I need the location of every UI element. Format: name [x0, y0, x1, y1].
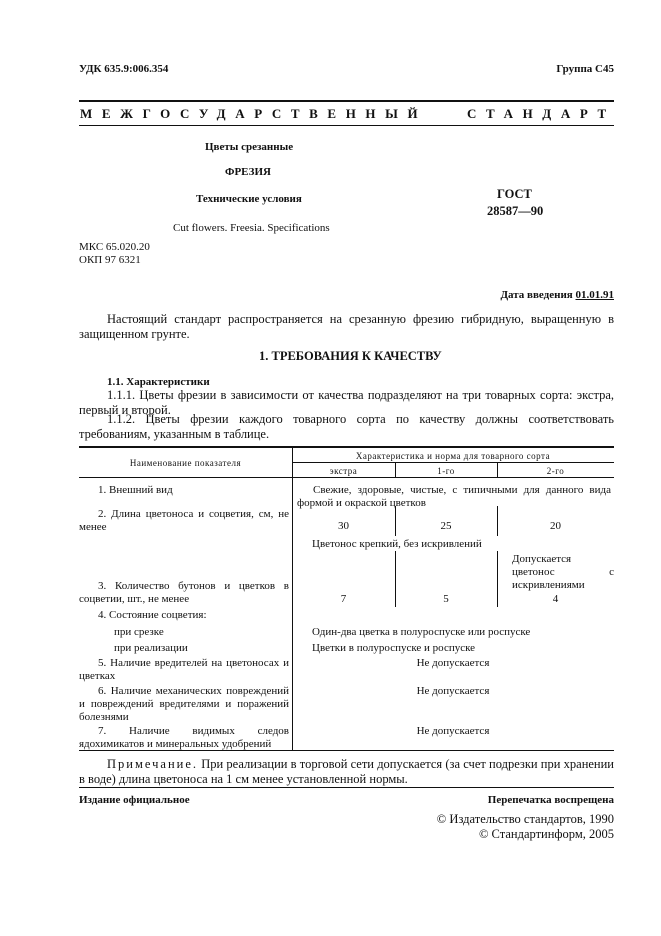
intro-text: Настоящий стандарт распространяется на срезанную фрезию гибридную, выращенную в защищенном грунте.: [79, 312, 614, 341]
official-edition: Издание официальное: [79, 794, 190, 806]
row-4b-value: Цветки в полуроспуске и роспуске: [312, 642, 476, 654]
row-2-name: 2. Длина цветоноса и соцветия, см, не менее: [79, 508, 289, 533]
mks-code: МКС 65.020.20: [79, 241, 150, 253]
note-label: Примечание.: [107, 757, 199, 771]
paragraph-1-1-1: 1.1.1. Цветы фрезии в зависимости от качества подразделяют на три товарных сорта: экстра, первый и второй.: [79, 388, 614, 417]
banner-rule: [79, 125, 614, 126]
col-header-second: 2-го: [546, 466, 565, 476]
row-1-name: 1. Внешний вид: [98, 484, 173, 496]
row-6-value: Не допускается: [416, 685, 490, 697]
row-1-value: Свежие, здоровые, чистые, с типичными для данного вида формой и окраской цветков: [297, 484, 611, 509]
col-header-first: 1-го: [437, 466, 455, 476]
row-4-name: 4. Состояние соцветия:: [98, 609, 207, 621]
row-4a-name: при срезке: [114, 626, 164, 638]
row-3-first: 5: [443, 593, 449, 605]
gost-number: 28587—90: [487, 204, 544, 218]
group-code: Группа С45: [556, 63, 614, 75]
title-english: Cut flowers. Freesia. Specifications: [173, 222, 330, 234]
col-header-group: Характеристика и норма для товарного сорта: [355, 451, 551, 461]
note-text: При реализации в торговой сети допускается (за счет подрезки при хранении в воде) длина цветоноса на 1 см менее установленной нормы.: [79, 757, 614, 786]
banner-right: СТАНДАРТ: [467, 106, 616, 121]
okp-code: ОКП 97 6321: [79, 254, 141, 266]
table-note: [79, 757, 614, 787]
row-2-second: 20: [550, 520, 561, 532]
row-7-name: 7. Наличие видимых следов ядохимикатов и минеральных удобрений: [79, 725, 289, 750]
row-2-first: 25: [440, 520, 452, 532]
gost-label: ГОСТ: [497, 187, 532, 201]
row-3-extra: 7: [340, 593, 347, 605]
row-7-value: Не допускается: [416, 725, 490, 737]
intro-date-label: Дата введения: [500, 289, 573, 301]
sub-heading: 1.1. Характеристики: [107, 376, 210, 388]
row-5-name: 5. Наличие вредителей на цветоносах и цветках: [79, 657, 289, 682]
row-6-name: 6. Наличие механических повреждений и повреждений вредителями и поражений болезнями: [79, 685, 289, 723]
row-4b-name: при реализации: [114, 642, 188, 654]
title-line3: Технические условия: [196, 193, 302, 205]
title-line2: ФРЕЗИЯ: [225, 166, 271, 178]
udk-code: УДК 635.9:006.354: [79, 63, 169, 75]
row-3-name: 3. Количество бутонов и цветков в соцветии, шт., не менее: [79, 580, 289, 605]
reprint-notice: Перепечатка воспрещена: [487, 794, 614, 806]
title-line1: Цветы срезанные: [205, 141, 294, 153]
row-2-note-second: Допускается цветонос с искривлениями: [512, 553, 614, 591]
table-bottom-rule: [79, 750, 614, 751]
row-2-extra: 30: [338, 520, 349, 532]
row-4a-value: Один-два цветка в полуроспуске или роспуске: [312, 626, 531, 638]
row-2-note: Цветонос крепкий, без искривлений: [312, 538, 482, 550]
footer-rule: [79, 787, 614, 788]
table-top-rule: [79, 446, 614, 448]
row-5-value: Не допускается: [416, 657, 490, 669]
paragraph-1-1-2: 1.1.2. Цветы фрезии каждого товарного сорта по качеству должны соответствовать требованиям, указанным в таблице.: [79, 412, 614, 441]
section-heading: 1. ТРЕБОВАНИЯ К КАЧЕСТВУ: [259, 349, 442, 363]
copyright-1: © Издательство стандартов, 1990: [436, 812, 614, 826]
banner-left: МЕЖГОСУДАРСТВЕННЫЙ: [80, 106, 428, 121]
col-header-extra: экстра: [329, 466, 358, 476]
col-header-name: Наименование показателя: [129, 458, 242, 468]
intro-date-value: 01.01.91: [575, 289, 614, 301]
top-rule: [79, 100, 614, 102]
intro-date: [500, 289, 614, 301]
copyright-2: © Стандартинформ, 2005: [478, 827, 614, 841]
row-3-second: 4: [552, 593, 559, 605]
